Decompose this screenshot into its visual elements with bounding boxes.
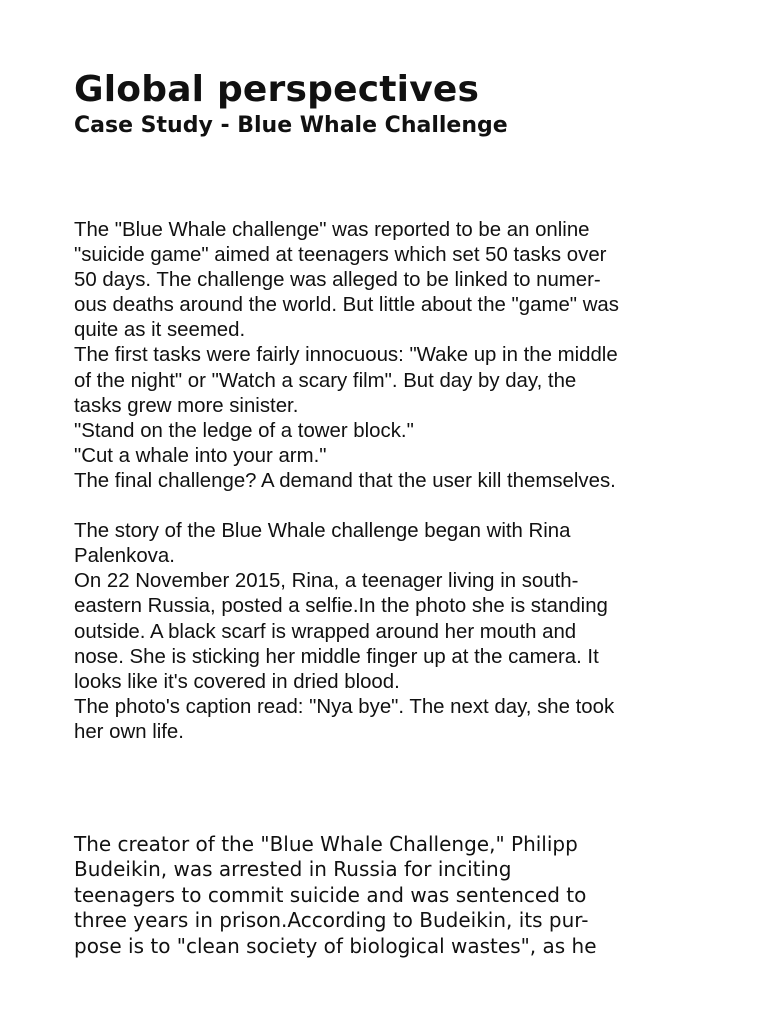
text-line: Budeikin, was arrested in Russia for inciting: [74, 857, 512, 882]
text-line: outside. A black scarf is wrapped around her mouth and: [74, 620, 577, 643]
body-text: [74, 218, 704, 745]
text-line: her own life.: [74, 720, 184, 743]
page-subtitle: Case Study - Blue Whale Challenge: [74, 113, 508, 138]
text-line: The first tasks were fairly innocuous: "Wake up in the middle: [74, 344, 618, 367]
text-line: teenagers to commit suicide and was sentenced to: [74, 882, 587, 907]
text-line: Palenkova.: [74, 545, 175, 568]
text-line: "Cut a whale into your arm.": [74, 444, 327, 467]
text-line: The photo's caption read: "Nya bye". The next day, she took: [74, 695, 615, 718]
text-line: "Stand on the ledge of a tower block.": [74, 419, 414, 442]
section-creator: [74, 832, 704, 959]
text-line: The "Blue Whale challenge" was reported to be an online: [74, 219, 590, 241]
text-line: ous deaths around the world. But little about the "game" was: [74, 294, 619, 317]
text-line: The creator of the "Blue Whale Challenge," Philipp: [74, 831, 578, 856]
section-story: [74, 519, 704, 745]
text-line: The story of the Blue Whale challenge began with Rina: [74, 520, 571, 543]
page-title: Global perspectives: [74, 69, 480, 110]
text-line: 50 days. The challenge was alleged to be linked to numer-: [74, 269, 601, 292]
text-line: three years in prison.According to Budeikin, its pur-: [74, 908, 589, 933]
text-line: of the night" or "Watch a scary film". But day by day, the: [74, 369, 577, 392]
text-line: quite as it seemed.: [74, 319, 246, 342]
text-line: tasks grew more sinister.: [74, 394, 299, 417]
text-line: "suicide game" aimed at teenagers which set 50 tasks over: [74, 244, 607, 267]
text-line: nose. She is sticking her middle finger up at the camera. It: [74, 645, 599, 668]
paragraph-spacer: [74, 494, 704, 519]
document-page: [74, 68, 704, 959]
text-line: looks like it's covered in dried blood.: [74, 670, 400, 693]
text-line: On 22 November 2015, Rina, a teenager living in south-: [74, 570, 579, 593]
text-line: pose is to "clean society of biological wastes", as he: [74, 933, 597, 958]
text-line: eastern Russia, posted a selfie.In the photo she is standing: [74, 595, 608, 618]
text-line: The final challenge? A demand that the user kill themselves.: [74, 469, 616, 492]
section-intro: [74, 218, 704, 494]
